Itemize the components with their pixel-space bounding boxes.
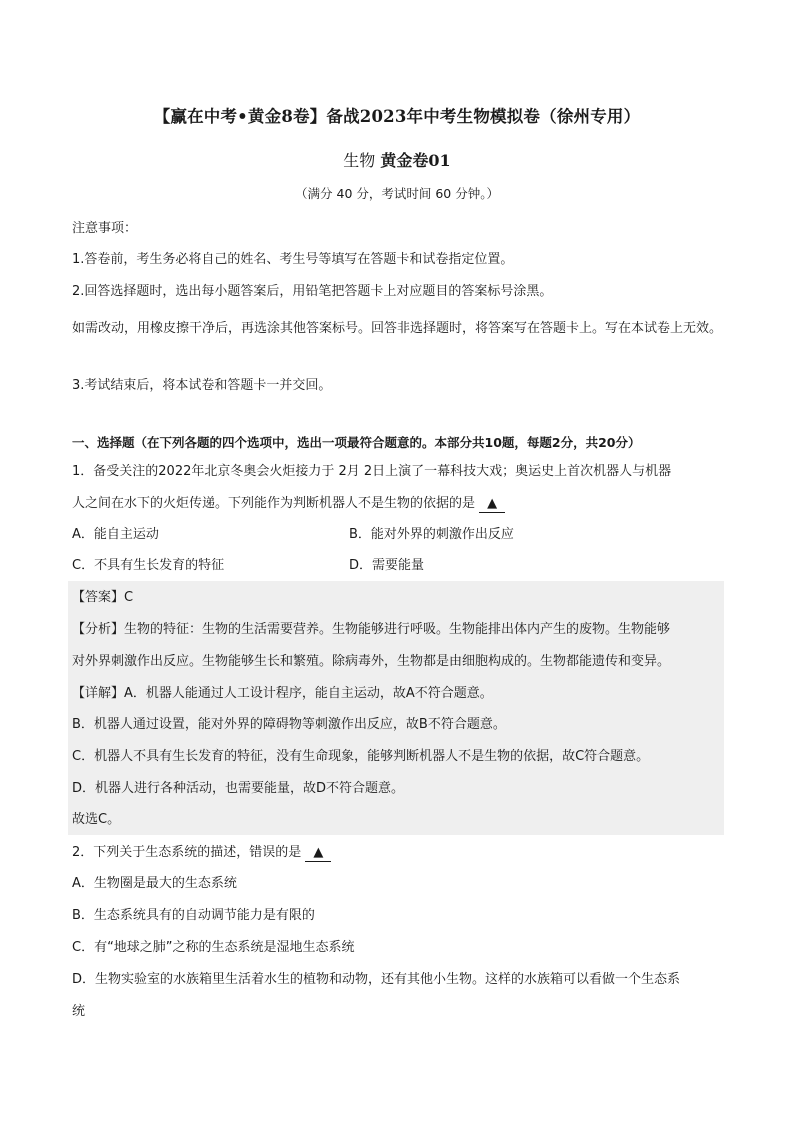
q1-detail-c: C．机器人不具有生长发育的特征，没有生命现象，能够判断机器人不是生物的依据，故C符合题意。: [72, 749, 650, 764]
q2-option-a: A．生物圈是最大的生态系统: [72, 876, 237, 891]
q1-analysis-line1: 【分析】生物的特征：生物的生活需要营养。生物能够进行呼吸。生物能排出体内产生的废物。生物能够: [72, 622, 671, 637]
paper-label: 黄金卷01: [380, 151, 451, 170]
q1-stem-text: 人之间在水下的火炬传递。下列能作为判断机器人不是生物的依据的是: [72, 496, 476, 511]
q2-stem: [72, 843, 331, 863]
q2-option-b: B．生态系统具有的自动调节能力是有限的: [72, 908, 315, 923]
q1-detail-b: B．机器人通过设置，能对外界的障碍物等刺激作出反应，故B不符合题意。: [72, 717, 506, 732]
q1-conclusion: 故选C。: [72, 812, 121, 827]
q2-option-d-line2: 统: [72, 1004, 86, 1019]
q1-detail-d: D．机器人进行各种活动，也需要能量，故D不符合题意。: [72, 781, 405, 796]
q1-option-b: B．能对外界的刺激作出反应: [349, 527, 514, 542]
q1-answer-blank: ▲: [479, 496, 505, 513]
section-heading: 一、选择题（在下列各题的四个选项中，选出一项最符合题意的。本部分共10题，每题2分，共20分）: [72, 435, 641, 450]
notice-item-2-cont: 如需改动，用橡皮擦干净后，再选涂其他答案标号。回答非选择题时，将答案写在答题卡上。写在本试卷上无效。: [72, 321, 723, 336]
q2-stem-text: 2．下列关于生态系统的描述，错误的是: [72, 845, 302, 860]
exam-title: 【赢在中考•黄金8卷】备战2023年中考生物模拟卷（徐州专用）: [153, 107, 641, 126]
q2-option-d-line1: D．生物实验室的水族箱里生活着水生的植物和动物，还有其他小生物。这样的水族箱可以看做一个生态系: [72, 972, 681, 987]
q2-answer-blank: ▲: [305, 845, 331, 862]
notice-item-2: 2.回答选择题时，选出每小题答案后，用铅笔把答题卡上对应题目的答案标号涂黑。: [72, 284, 553, 299]
q2-option-c: C．有“地球之肺”之称的生态系统是湿地生态系统: [72, 940, 355, 955]
q1-option-c: C．不具有生长发育的特征: [72, 558, 225, 573]
subject-label: 生物: [343, 151, 376, 170]
q1-detail-a: 【详解】A．机器人能通过人工设计程序，能自主运动，故A不符合题意。: [72, 686, 493, 701]
q1-option-a: A．能自主运动: [72, 527, 159, 542]
q1-option-d: D．需要能量: [349, 558, 425, 573]
q1-stem-line2: [72, 494, 505, 514]
q1-analysis-line2: 对外界刺激作出反应。生物能够生长和繁殖。除病毒外，生物都是由细胞构成的。生物都能遗传和变异。: [72, 654, 671, 669]
q1-stem-line1: 1．备受关注的2022年北京冬奥会火炬接力于 2月 2日上演了一幕科技大戏；奥运史上首次机器人与机器: [72, 464, 672, 479]
score-info: （满分 40 分，考试时间 60 分钟。）: [295, 186, 499, 201]
q1-answer: 【答案】C: [72, 590, 134, 605]
notice-item-3: 3.考试结束后，将本试卷和答题卡一并交回。: [72, 378, 332, 393]
notice-item-1: 1.答卷前，考生务必将自己的姓名、考生号等填写在答题卡和试卷指定位置。: [72, 252, 514, 267]
notice-heading: 注意事项：: [72, 221, 138, 236]
exam-subtitle: [0, 148, 794, 171]
